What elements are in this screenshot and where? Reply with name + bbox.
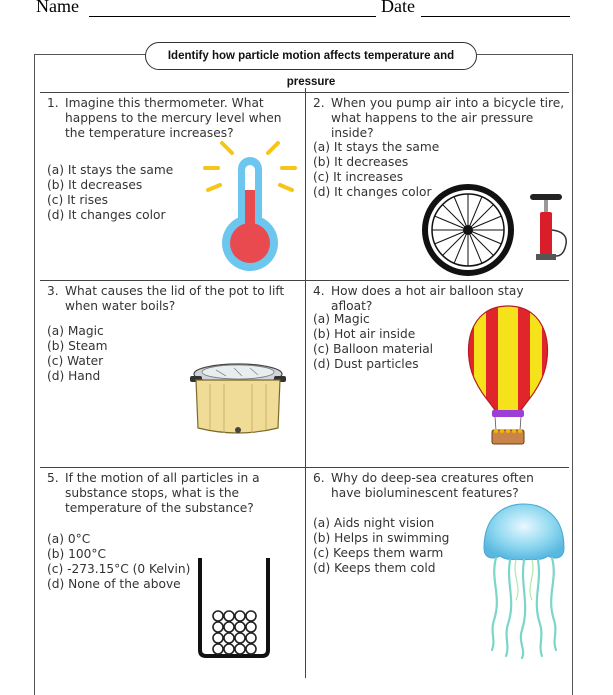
option-a[interactable]: (a) It stays the same (313, 140, 440, 154)
question-text: How does a hot air balloon stay afloat? (331, 284, 524, 313)
option-c[interactable]: (c) Balloon material (313, 342, 434, 356)
option-a[interactable]: (a) 0°C (47, 532, 91, 546)
thermometer-icon (200, 135, 300, 275)
question-number: 6. (313, 471, 325, 485)
option-d[interactable]: (d) Dust particles (313, 357, 419, 371)
question-number: 2. (313, 96, 325, 110)
option-d[interactable]: (d) Hand (47, 369, 101, 383)
question-number: 3. (47, 284, 59, 298)
question-6 (313, 471, 565, 501)
options-4 (313, 312, 433, 372)
column-divider (305, 88, 306, 678)
air-pump-icon (528, 190, 573, 266)
row-divider (305, 92, 569, 93)
option-a[interactable]: (a) Aids night vision (313, 516, 435, 530)
option-d[interactable]: (d) None of the above (47, 577, 181, 591)
option-c[interactable]: (c) Keeps them warm (313, 546, 444, 560)
option-d[interactable]: (d) It changes color (47, 208, 166, 222)
question-3 (47, 284, 297, 314)
options-5 (47, 532, 190, 592)
bicycle-wheel-icon (420, 182, 516, 278)
option-b[interactable]: (b) It decreases (47, 178, 143, 192)
question-number: 1. (47, 96, 59, 110)
option-b[interactable]: (b) Steam (47, 339, 108, 353)
options-6 (313, 516, 449, 576)
row-divider (40, 280, 569, 281)
slow-cooker-pot-icon (186, 356, 291, 442)
option-b[interactable]: (b) Hot air inside (313, 327, 416, 341)
option-c[interactable]: (c) -273.15°C (0 Kelvin) (47, 562, 191, 576)
option-a[interactable]: (a) Magic (47, 324, 104, 338)
option-c[interactable]: (c) Water (47, 354, 104, 368)
option-a[interactable]: (a) Magic (313, 312, 370, 326)
option-d[interactable]: (d) It changes color (313, 185, 432, 199)
question-text: When you pump air into a bicycle tire, what happens to the air pressure inside? (331, 96, 565, 140)
option-c[interactable]: (c) It rises (47, 193, 108, 207)
question-text: If the motion of all particles in a substance stops, what is the temperature of the substance? (65, 471, 260, 515)
name-label: Name (36, 0, 79, 16)
date-label: Date (381, 0, 415, 16)
question-number: 5. (47, 471, 59, 485)
option-b[interactable]: (b) 100°C (47, 547, 106, 561)
option-d[interactable]: (d) Keeps them cold (313, 561, 436, 575)
question-text: Imagine this thermometer. What happens to the mercury level when the temperature increases? (65, 96, 282, 140)
option-a[interactable]: (a) It stays the same (47, 163, 174, 177)
worksheet-title: Identify how particle motion affects temperature and pressure (145, 42, 477, 70)
question-2 (313, 96, 565, 141)
question-number: 4. (313, 284, 325, 298)
jellyfish-icon (476, 500, 572, 660)
option-b[interactable]: (b) It decreases (313, 155, 409, 169)
hot-air-balloon-icon (462, 300, 554, 450)
options-1 (47, 163, 173, 223)
options-3 (47, 324, 107, 384)
date-blank-line[interactable] (421, 16, 570, 17)
option-c[interactable]: (c) It increases (313, 170, 404, 184)
row-divider (40, 92, 305, 93)
question-5 (47, 471, 299, 516)
option-b[interactable]: (b) Helps in swimming (313, 531, 450, 545)
name-blank-line[interactable] (89, 16, 376, 17)
row-divider (40, 467, 569, 468)
particles-in-beaker-icon (194, 556, 274, 660)
question-text: What causes the lid of the pot to lift when water boils? (65, 284, 285, 313)
question-text: Why do deep-sea creatures often have bioluminescent features? (331, 471, 534, 500)
